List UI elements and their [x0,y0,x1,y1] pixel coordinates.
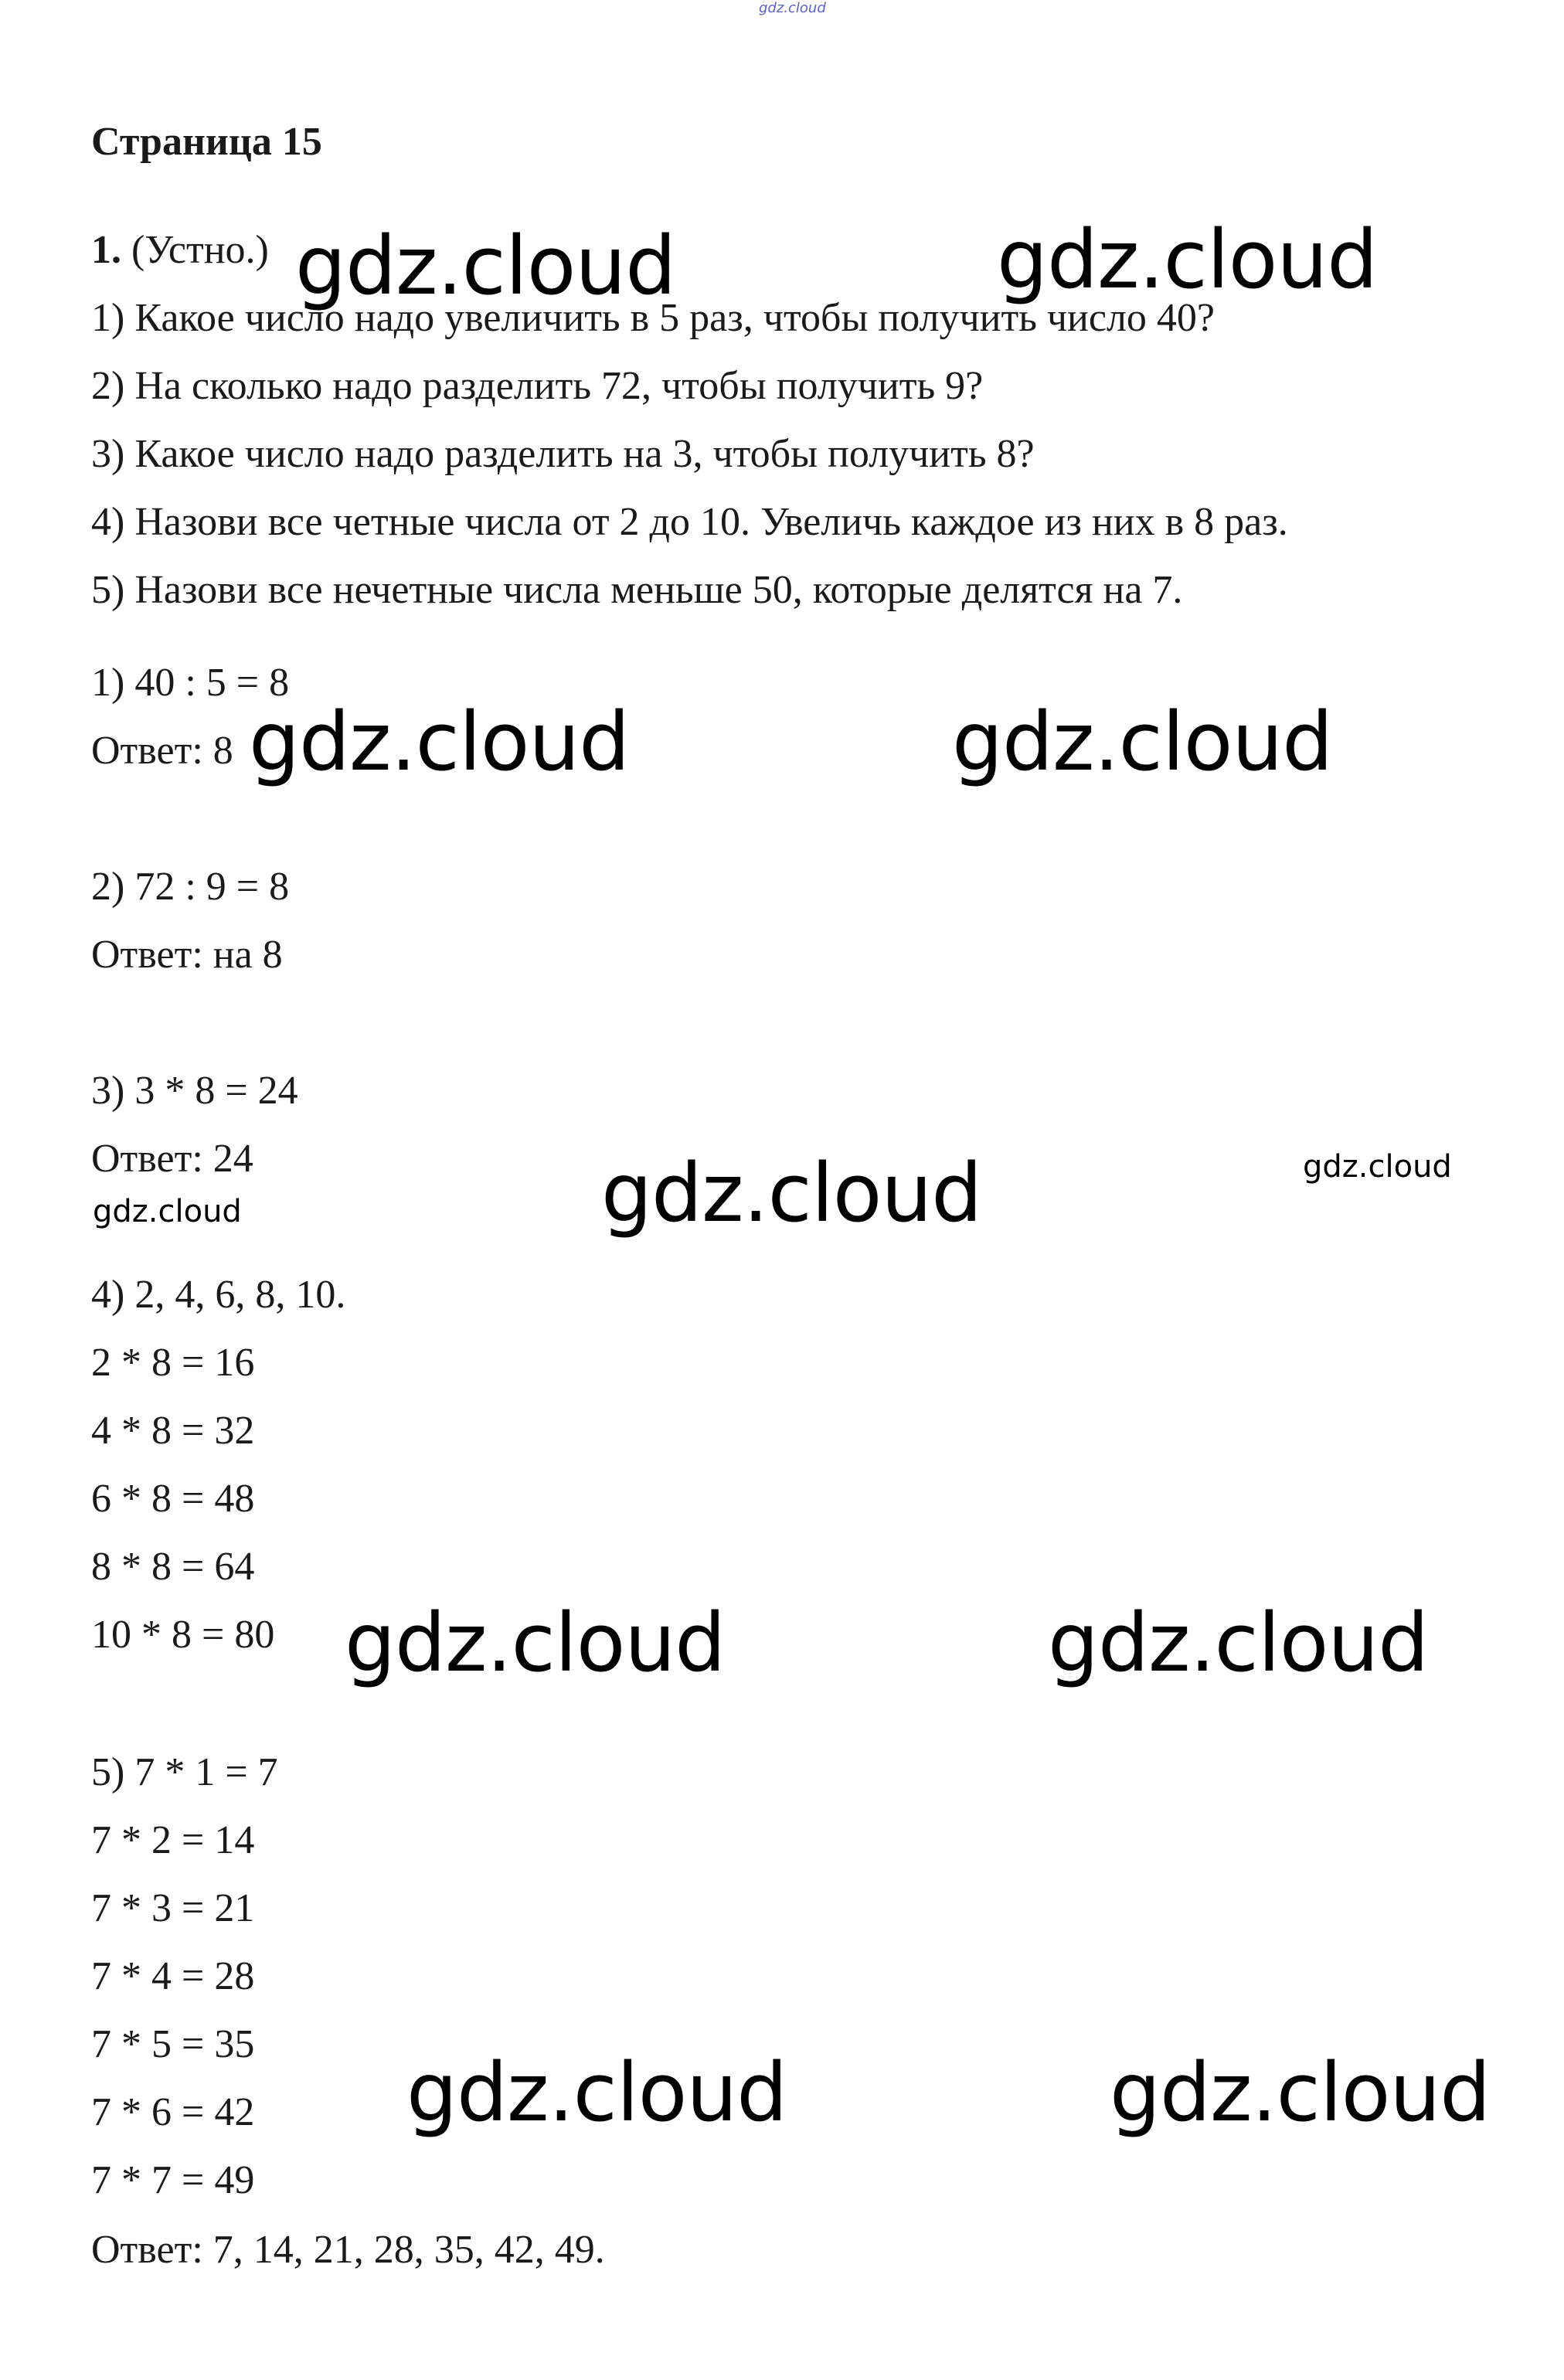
answer-5-line: 7 * 3 = 21 [91,1886,255,1930]
answer-3-result: Ответ: 24 [91,1137,253,1181]
answer-4-line: 8 * 8 = 64 [91,1545,255,1589]
answer-5-line: 7 * 5 = 35 [91,2022,255,2066]
question-2: 2) На сколько надо разделить 72, чтобы получить 9? [91,364,984,408]
watermark: gdz.cloud [406,2045,787,2140]
watermark: gdz.cloud [1110,2045,1491,2140]
watermark: gdz.cloud [345,1596,726,1690]
task-header [91,226,269,275]
watermark: gdz.cloud [1048,1596,1429,1690]
answer-5-line: 7 * 7 = 49 [91,2158,255,2202]
watermark: gdz.cloud [601,1146,982,1240]
answer-4-line: 10 * 8 = 80 [91,1613,275,1657]
answer-4-calc: 4) 2, 4, 6, 8, 10. [91,1273,346,1317]
answer-4-line: 6 * 8 = 48 [91,1477,255,1521]
answer-1-calc: 1) 40 : 5 = 8 [91,661,290,705]
watermark: gdz.cloud [997,212,1378,307]
answer-5-line: 7 * 6 = 42 [91,2090,255,2134]
task-number: 1. [91,228,121,272]
watermark: gdz.cloud [952,695,1333,789]
answer-5-line: 7 * 4 = 28 [91,1954,255,1998]
answer-3-calc: 3) 3 * 8 = 24 [91,1069,298,1113]
answer-5-calc: 5) 7 * 1 = 7 [91,1750,278,1794]
page-title: Страница 15 [91,120,322,164]
watermark: gdz.cloud [249,695,630,789]
question-4: 4) Назови все четные числа от 2 до 10. Увеличь каждое из них в 8 раз. [91,500,1288,544]
answer-2-calc: 2) 72 : 9 = 8 [91,865,290,909]
answer-5-result: Ответ: 7, 14, 21, 28, 35, 42, 49. [91,2228,605,2272]
question-5: 5) Назови все нечетные числа меньше 50, которые делятся на 7. [91,568,1183,612]
answer-2-result: Ответ: на 8 [91,933,283,977]
answer-4-line: 2 * 8 = 16 [91,1341,255,1385]
answer-4-line: 4 * 8 = 32 [91,1409,255,1453]
top-watermark: gdz.cloud [759,0,826,16]
task-note: (Устно.) [121,228,269,272]
question-1: 1) Какое число надо увеличить в 5 раз, чтобы получить число 40? [91,296,1215,340]
answer-1-result: Ответ: 8 [91,729,233,773]
answer-5-line: 7 * 2 = 14 [91,1818,255,1862]
question-3: 3) Какое число надо разделить на 3, чтобы получить 8? [91,432,1035,476]
watermark: gdz.cloud [295,219,676,313]
watermark: gdz.cloud [93,1194,242,1229]
watermark: gdz.cloud [1303,1149,1452,1185]
